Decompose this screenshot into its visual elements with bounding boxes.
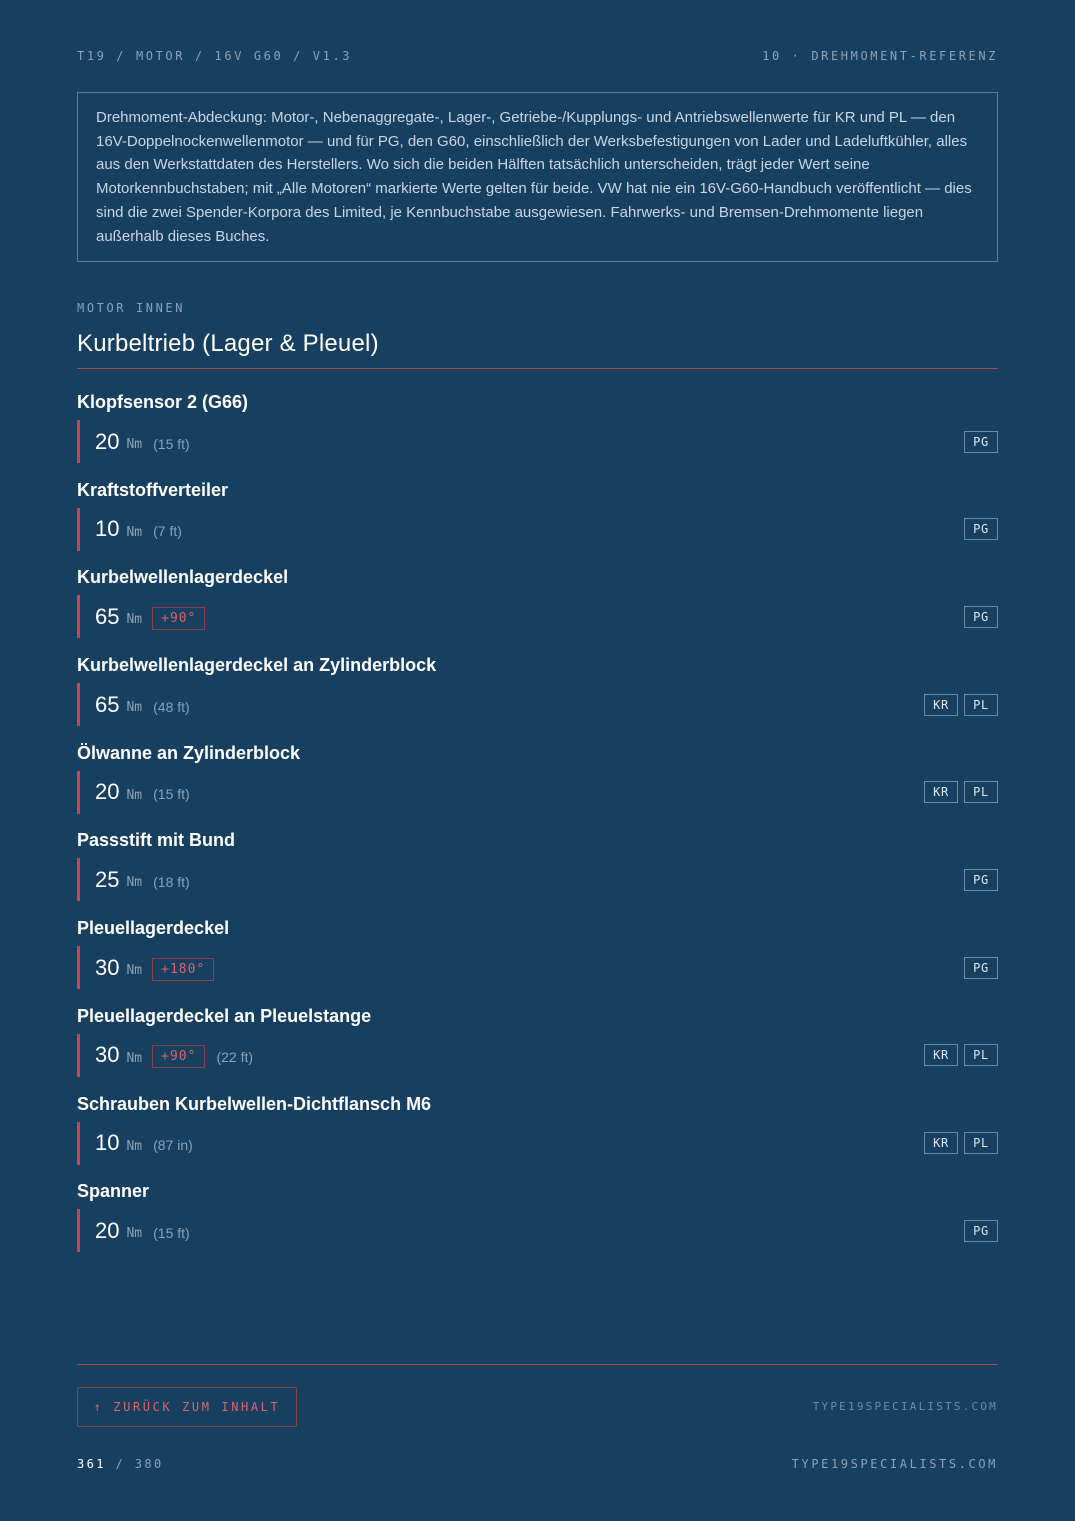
torque-entry (77, 825, 998, 913)
torque-unit: Nm (126, 700, 143, 716)
torque-value-row (77, 771, 998, 814)
footer-divider (77, 1364, 998, 1365)
engine-code-badge: PG (964, 957, 998, 979)
torque-unit: Nm (126, 963, 143, 979)
torque-unit: Nm (126, 787, 143, 803)
torque-value-row (77, 595, 998, 638)
imperial-value: (15 ft) (153, 1224, 190, 1241)
torque-entry (77, 738, 998, 826)
imperial-value: (7 ft) (153, 523, 182, 540)
torque-unit: Nm (126, 1226, 143, 1242)
torque-entry (77, 913, 998, 1001)
page-total: 380 (134, 1457, 164, 1471)
engine-code-badge: PG (964, 518, 998, 540)
entry-name: Kurbelwellenlagerdeckel (77, 567, 289, 588)
entry-name: Passstift mit Bund (77, 830, 236, 851)
engine-codes (924, 694, 998, 716)
engine-code-badge: PL (964, 781, 998, 803)
imperial-value: (18 ft) (153, 873, 190, 890)
imperial-value: (22 ft) (216, 1049, 254, 1066)
intro-box (77, 92, 998, 262)
section-eyebrow: MOTOR INNEN (77, 301, 186, 315)
torque-entry (77, 387, 998, 475)
engine-code-badge: KR (924, 694, 958, 716)
engine-code-badge: PG (964, 431, 998, 453)
torque-value: 20 (95, 428, 120, 454)
torque-value: 10 (95, 1130, 120, 1155)
torque-unit: Nm (126, 1138, 143, 1154)
engine-codes (964, 869, 998, 891)
engine-code-badge: KR (924, 781, 958, 803)
torque-value: 25 (95, 866, 120, 892)
imperial-value: (15 ft) (153, 786, 190, 803)
page (77, 0, 998, 1521)
engine-code-badge: KR (924, 1044, 958, 1066)
entry-name: Ölwanne an Zylinderblock (77, 742, 301, 763)
angle-badge: +90° (152, 1045, 205, 1068)
torque-unit: Nm (126, 1050, 143, 1066)
engine-codes (964, 431, 998, 453)
torque-value-row (77, 1122, 998, 1165)
engine-code-badge: PG (964, 1220, 998, 1242)
engine-codes (964, 606, 998, 628)
engine-code-badge: PG (964, 606, 998, 628)
page-separator: / (115, 1457, 126, 1471)
site-link-small[interactable]: TYPE19SPECIALISTS.COM (812, 1400, 998, 1413)
entry-name: Schrauben Kurbelwellen-Dichtflansch M6 (77, 1093, 432, 1114)
entry-name: Kraftstoffverteiler (77, 479, 229, 500)
entry-name: Kurbelwellenlagerdeckel an Zylinderblock (77, 655, 437, 676)
engine-code-badge: PL (964, 1132, 998, 1154)
torque-unit: Nm (126, 437, 143, 452)
entry-name: Spanner (77, 1181, 150, 1202)
torque-unit: Nm (126, 875, 143, 891)
page-current: 361 (77, 1457, 106, 1471)
engine-codes (964, 1220, 998, 1242)
chapter-label: 10 · DREHMOMENT-REFERENZ (762, 49, 998, 63)
section-divider (77, 368, 998, 369)
engine-codes (964, 957, 998, 979)
intro-text: Drehmoment-Abdeckung: Motor-, Nebenaggregate-, Lager-, Getriebe-/Kupplungs- und Antriebswellenwerte für KR und PL — den 16V-Doppelnockenwellenmotor — und für PG, den G60, einschließlich der Werksbefestigungen von Lader und Ladeluftkühler, alles aus den Werkstattdaten des Herstellers. Wo sich die beiden Hälften tatsächlich unterscheiden, trägt jeder Wert seine Motorkennbuchstaben; mit „Alle Motoren“ markierte Werte gelten für beide. VW hat nie ein 16V-G60-Handbuch veröffentlicht — dies sind die zwei Spender-Korpora des Limited, je Kennbuchstabe ausgewiesen. Fahrwerks- und Bremsen-Drehmomente liegen außerhalb dieses Buches. (96, 109, 972, 245)
torque-value-row (77, 1209, 998, 1252)
engine-codes (924, 1044, 998, 1066)
angle-badge: +90° (152, 607, 205, 630)
page-header (77, 47, 998, 65)
torque-value-row (77, 946, 998, 989)
torque-value-row (77, 858, 998, 901)
engine-code-badge: PL (964, 1044, 998, 1066)
engine-code-badge: PG (964, 869, 998, 891)
entry-name: Pleuellagerdeckel (77, 918, 230, 939)
imperial-value: (48 ft) (153, 698, 190, 715)
page-number (77, 1457, 164, 1471)
site-link[interactable]: TYPE19SPECIALISTS.COM (791, 1457, 998, 1471)
section-title: Kurbeltrieb (Lager & Pleuel) (77, 330, 379, 357)
entry-name: Klopfsensor 2 (G66) (77, 392, 249, 412)
breadcrumb: T19 / MOTOR / 16V G60 / V1.3 (77, 49, 353, 63)
engine-code-badge: PL (964, 694, 998, 716)
torque-value: 20 (95, 779, 120, 805)
torque-value-row (77, 683, 998, 726)
torque-list (77, 387, 998, 1264)
imperial-value: (87 in) (153, 1137, 193, 1153)
engine-codes (964, 518, 998, 540)
torque-value: 20 (95, 1217, 120, 1243)
torque-value: 65 (95, 603, 120, 629)
imperial-value: (15 ft) (153, 435, 190, 452)
torque-unit: Nm (126, 524, 143, 540)
engine-codes (924, 1132, 998, 1154)
torque-entry (77, 1001, 998, 1089)
torque-entry (77, 1089, 998, 1177)
torque-value-row (77, 508, 998, 551)
torque-value: 65 (95, 691, 120, 717)
torque-value: 30 (95, 954, 120, 980)
entry-name: Pleuellagerdeckel an Pleuelstange (77, 1005, 372, 1026)
torque-entry (77, 475, 998, 563)
engine-code-badge: KR (924, 1132, 958, 1154)
angle-badge: +180° (152, 958, 214, 981)
torque-entry (77, 650, 998, 738)
torque-entry (77, 1176, 998, 1264)
torque-entry (77, 562, 998, 650)
back-to-contents-button[interactable]: ↑ ZURÜCK ZUM INHALT (77, 1387, 297, 1427)
torque-unit: Nm (126, 612, 143, 628)
torque-value-row (77, 1034, 998, 1077)
torque-value: 10 (95, 516, 120, 542)
torque-value: 30 (95, 1042, 120, 1068)
engine-codes (924, 781, 998, 803)
torque-value-row (77, 420, 998, 463)
